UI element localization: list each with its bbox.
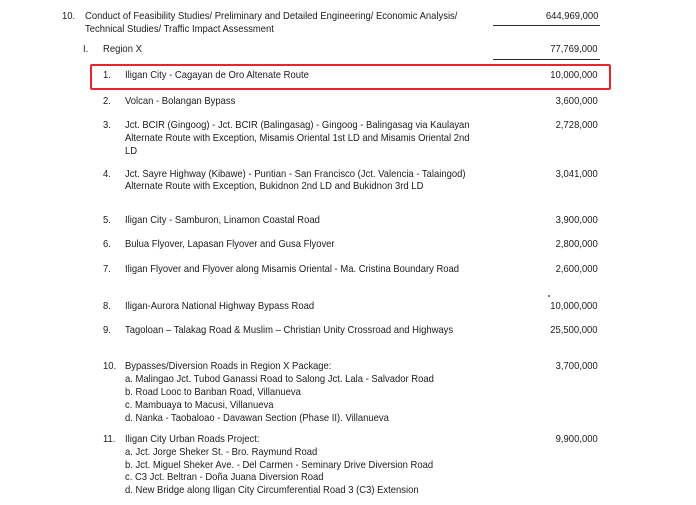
sub-item: d. New Bridge along Iligan City Circumferential Road 3 (C3) Extension [125, 484, 419, 496]
item-description-continued: Alternate Route with Exception, Misamis Oriental 1st LD and Misamis Oriental 2nd [125, 132, 470, 144]
item-description: Bulua Flyover, Lapasan Flyover and Gusa Flyover [125, 238, 335, 250]
section-number: 10. [62, 10, 76, 22]
item-amount: 10,000,000 [550, 69, 598, 81]
item-description: Volcan - Bolangan Bypass [125, 95, 236, 107]
sub-item: c. Mambuaya to Macusi, Villanueva [125, 399, 274, 411]
item-amount: 2,728,000 [555, 119, 598, 131]
section-amount-underline [493, 25, 600, 26]
item-number: 2. [103, 95, 111, 107]
region-name: Region X [103, 43, 142, 55]
item-amount: 3,700,000 [555, 360, 598, 372]
section-title-line-2: Technical Studies/ Traffic Impact Assessment [85, 23, 274, 35]
item-number: 7. [103, 263, 111, 275]
sub-item: d. Nanka - Taobaloao - Davawan Section (Phase II). Villanueva [125, 412, 389, 424]
item-number: 8. [103, 300, 111, 312]
item-number: 3. [103, 119, 111, 131]
item-amount: 3,041,000 [555, 168, 598, 180]
item-description: Jct. BCIR (Gingoog) - Jct. BCIR (Balingasag) - Gingoog - Balingasag via Kaulayan [125, 119, 470, 131]
item-description: Iligan City - Cagayan de Oro Altenate Route [125, 69, 309, 81]
region-amount: 77,769,000 [550, 43, 598, 55]
item-description: Bypasses/Diversion Roads in Region X Package: [125, 360, 332, 372]
item-amount: 9,900,000 [555, 433, 598, 445]
region-amount-underline [493, 59, 600, 60]
sub-item: b. Road Looc to Banban Road, Villanueva [125, 386, 301, 398]
item-number: 6. [103, 238, 111, 250]
item-amount: 2,800,000 [555, 238, 598, 250]
item-amount: 25,500,000 [550, 324, 598, 336]
item-description: Jct. Sayre Highway (Kibawe) - Puntian - San Francisco (Jct. Valencia - Talaingod) [125, 168, 466, 180]
item-description-continued: Alternate Route with Exception, Bukidnon 2nd LD and Bukidnon 3rd LD [125, 180, 424, 192]
section-amount: 644,969,000 [545, 10, 598, 22]
sub-item: a. Jct. Jorge Sheker St. - Bro. Raymund Road [125, 446, 318, 458]
item-number: 11. [103, 433, 116, 445]
section-title-line-1: Conduct of Feasibility Studies/ Preliminary and Detailed Engineering/ Economic Analysis/ [85, 10, 458, 22]
region-number: I. [83, 43, 89, 55]
item-description: Iligan City Urban Roads Project: [125, 433, 260, 445]
item-description: Iligan City - Samburon, Linamon Coastal Road [125, 214, 320, 226]
item-number: 4. [103, 168, 111, 180]
item-amount: 10,000,000 [550, 300, 598, 312]
item-amount: 2,600,000 [555, 263, 598, 275]
item-amount: 3,900,000 [555, 214, 598, 226]
item-description: Iligan-Aurora National Highway Bypass Road [125, 300, 315, 312]
item-number: 9. [103, 324, 111, 336]
item-description: Tagoloan – Talakag Road & Muslim – Christian Unity Crossroad and Highways [125, 324, 454, 336]
item-description: Iligan Flyover and Flyover along Misamis Oriental - Ma. Cristina Boundary Road [125, 263, 460, 275]
item-description-continued: LD [125, 145, 138, 157]
sub-item: b. Jct. Miguel Sheker Ave. - Del Carmen - Seminary Drive Diversion Road [125, 459, 434, 471]
sub-item: a. Malingao Jct. Tubod Ganassi Road to Salong Jct. Lala - Salvador Road [125, 373, 434, 385]
item-number: 1. [103, 69, 111, 81]
item-amount: 3,600,000 [555, 95, 598, 107]
item-number: 5. [103, 214, 111, 226]
sub-item: c. C3 Jct. Beltran - Doña Juana Diversion Road [125, 471, 324, 483]
item-number: 10. [103, 360, 117, 372]
scan-speck [548, 295, 550, 297]
